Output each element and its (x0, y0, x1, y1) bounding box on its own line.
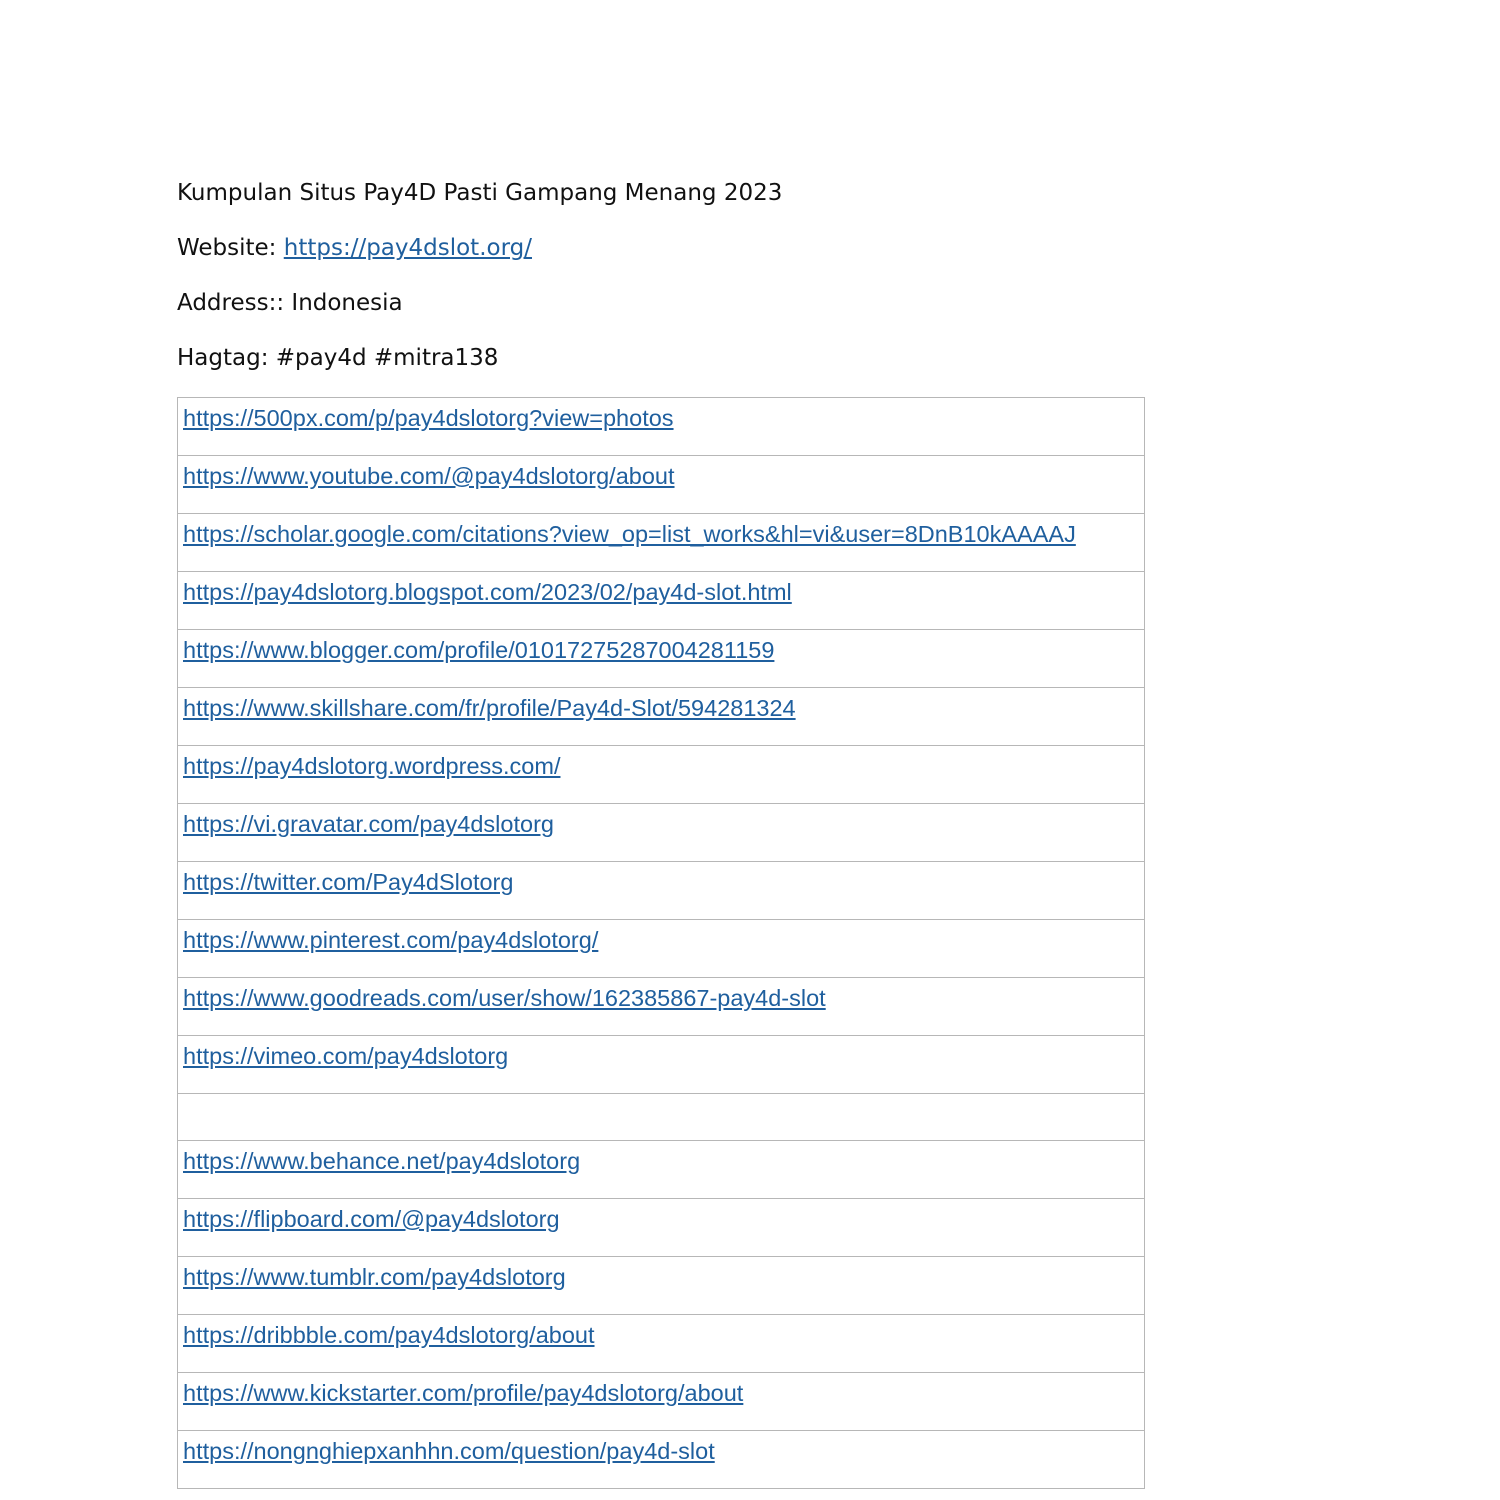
table-row (178, 1257, 1145, 1315)
document-title: Kumpulan Situs Pay4D Pasti Gampang Menang 2023 (177, 180, 783, 206)
table-cell (178, 1431, 1145, 1489)
address-line: Address:: Indonesia (177, 290, 403, 316)
table-cell (178, 978, 1145, 1036)
link-tumblr[interactable]: https://www.tumblr.com/pay4dslotorg (183, 1264, 566, 1290)
link-blogspot[interactable]: https://pay4dslotorg.blogspot.com/2023/02/pay4d-slot.html (183, 579, 792, 605)
table-cell (178, 1373, 1145, 1431)
table-row (178, 1199, 1145, 1257)
table-row (178, 804, 1145, 862)
table-cell (178, 1141, 1145, 1199)
table-cell (178, 398, 1145, 456)
website-label: Website: (177, 235, 284, 261)
hashtag-line: Hagtag: #pay4d #mitra138 (177, 345, 499, 371)
link-nongnghiepxanhhn[interactable]: https://nongnghiepxanhhn.com/question/pay4d-slot (183, 1438, 715, 1464)
table-cell (178, 920, 1145, 978)
link-youtube[interactable]: https://www.youtube.com/@pay4dslotorg/about (183, 463, 675, 489)
table-row (178, 862, 1145, 920)
link-vimeo[interactable]: https://vimeo.com/pay4dslotorg (183, 1043, 509, 1069)
table-cell (178, 1315, 1145, 1373)
link-goodreads[interactable]: https://www.goodreads.com/user/show/162385867-pay4d-slot (183, 985, 826, 1011)
links-table (177, 397, 1145, 1489)
table-row (178, 1431, 1145, 1489)
table-cell (178, 862, 1145, 920)
link-dribbble[interactable]: https://dribbble.com/pay4dslotorg/about (183, 1322, 595, 1348)
table-row (178, 1315, 1145, 1373)
link-gravatar[interactable]: https://vi.gravatar.com/pay4dslotorg (183, 811, 554, 837)
table-row (178, 920, 1145, 978)
link-blogger[interactable]: https://www.blogger.com/profile/01017275287004281159 (183, 637, 775, 663)
table-cell (178, 688, 1145, 746)
link-500px[interactable]: https://500px.com/p/pay4dslotorg?view=photos (183, 405, 674, 431)
table-cell (178, 1257, 1145, 1315)
table-row (178, 1141, 1145, 1199)
link-behance[interactable]: https://www.behance.net/pay4dslotorg (183, 1148, 581, 1174)
table-cell (178, 746, 1145, 804)
table-row (178, 1036, 1145, 1094)
table-cell (178, 1036, 1145, 1094)
table-cell (178, 1094, 1145, 1141)
website-link[interactable]: https://pay4dslot.org/ (283, 235, 532, 261)
table-cell (178, 514, 1145, 572)
table-cell (178, 572, 1145, 630)
link-pinterest[interactable]: https://www.pinterest.com/pay4dslotorg/ (183, 927, 599, 953)
website-line (177, 233, 532, 263)
link-twitter[interactable]: https://twitter.com/Pay4dSlotorg (183, 869, 514, 895)
table-row (178, 514, 1145, 572)
table-row (178, 572, 1145, 630)
link-google-scholar[interactable]: https://scholar.google.com/citations?view_op=list_works&hl=vi&user=8DnB10kAAAAJ (183, 521, 1076, 547)
table-row (178, 456, 1145, 514)
table-row (178, 398, 1145, 456)
table-cell (178, 1199, 1145, 1257)
link-wordpress[interactable]: https://pay4dslotorg.wordpress.com/ (183, 753, 561, 779)
table-row (178, 746, 1145, 804)
table-cell (178, 804, 1145, 862)
link-skillshare[interactable]: https://www.skillshare.com/fr/profile/Pay4d-Slot/594281324 (183, 695, 796, 721)
table-cell (178, 456, 1145, 514)
link-kickstarter[interactable]: https://www.kickstarter.com/profile/pay4dslotorg/about (183, 1380, 744, 1406)
link-flipboard[interactable]: https://flipboard.com/@pay4dslotorg (183, 1206, 560, 1232)
table-row-empty (178, 1094, 1145, 1141)
table-row (178, 1373, 1145, 1431)
table-row (178, 688, 1145, 746)
table-row (178, 630, 1145, 688)
table-cell (178, 630, 1145, 688)
table-row (178, 978, 1145, 1036)
